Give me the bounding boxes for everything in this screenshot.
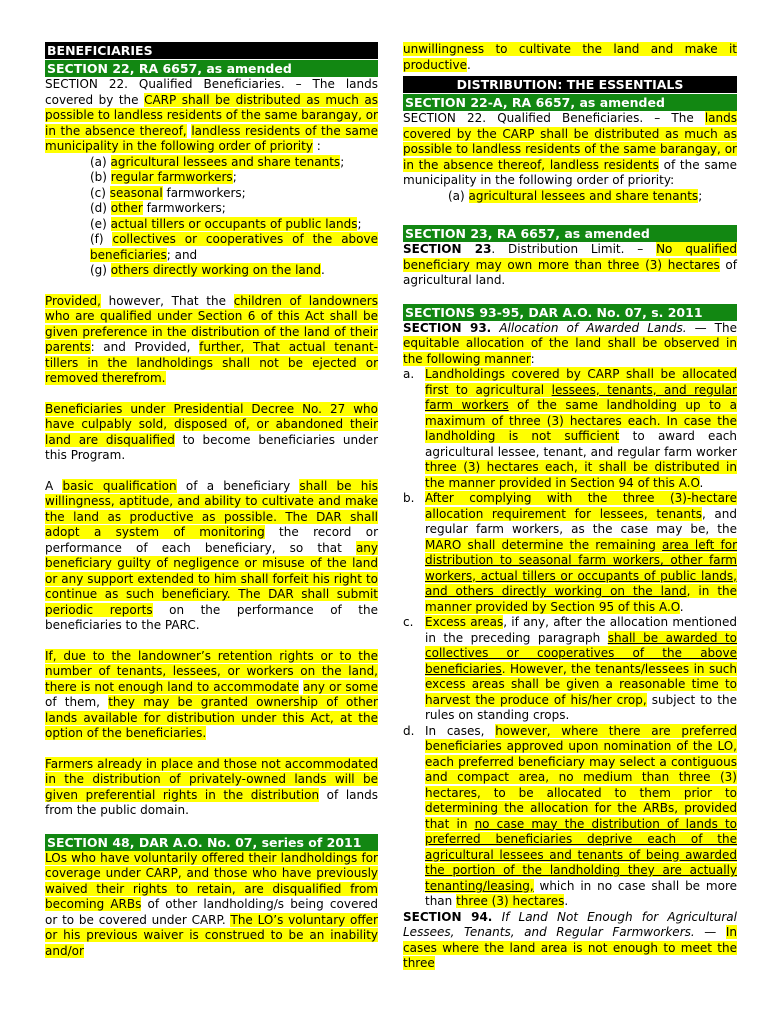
section-header-green: SECTION 48, DAR A.O. No. 07, series of 2011: [45, 834, 378, 851]
text-run: however, That the: [100, 293, 234, 308]
text-run: of a beneficiary: [176, 478, 300, 493]
text-run: .: [679, 599, 684, 614]
paragraph: [45, 402, 378, 464]
highlighted-text: MARO shall determine the remaining: [425, 537, 663, 552]
highlighted-text: Excess areas: [425, 615, 504, 629]
highlighted-text: area left for distribution to seasonal farm workers, other farm workers, actual tillers or occupants of public lands, and others directly working on the land: [425, 537, 738, 598]
text-run: , if any, after the allocation mentioned in the preceding paragraph: [425, 615, 737, 645]
text-run: [492, 910, 501, 924]
paragraph: [403, 242, 737, 289]
text-run: (d): [90, 201, 111, 215]
list-marker: d.: [403, 723, 415, 738]
highlighted-text: shall be his willingness, aptitude, and ability to cultivate and make the land as productive as possible. The DAR shall adopt a system of monitoring: [45, 478, 378, 539]
priority-list-item: [90, 201, 378, 217]
lettered-list-item: [403, 491, 737, 615]
highlighted-text: actual tillers or occupants of public lands: [110, 216, 358, 231]
left-column: [45, 42, 378, 1024]
text-run: , and regular farm workers, as the case may be, the: [425, 506, 737, 536]
highlighted-text: any or some: [302, 679, 378, 694]
text-run: (e): [90, 216, 111, 231]
text-run: Allocation of Awarded Lands.: [499, 320, 687, 335]
priority-list-item: [90, 217, 378, 233]
paragraph: [403, 42, 737, 73]
text-run: SECTION 93.: [403, 320, 492, 335]
highlighted-text: of the same landholding up to a maximum of three (3) hectares each. In case the landholding is not sufficient: [425, 398, 737, 443]
highlighted-text: any beneficiary guilty of negligence or misuse of the land or any support extended to him shall forfeit his right to continue as such beneficiary. The DAR shall submit periodic reports: [45, 540, 378, 617]
highlighted-text: agricultural lessees and share tenants: [110, 154, 341, 169]
priority-list-item: [90, 170, 378, 186]
text-run: of lands from the public domain.: [45, 787, 378, 817]
text-run: of them,: [45, 695, 109, 709]
text-run: (b): [90, 170, 111, 184]
list-item-text: [425, 724, 737, 910]
right-column: [403, 42, 737, 1024]
paragraph: [45, 479, 378, 634]
paragraph: [45, 851, 378, 960]
highlighted-text: Farmers already in place and those not accommodated in the distribution of privately-owned lands will be given preferential rights in the distribution: [45, 756, 378, 802]
highlighted-text: basic qualification: [62, 478, 177, 493]
text-run: (g): [90, 263, 111, 277]
highlighted-text: regular farmworkers: [110, 170, 233, 184]
highlighted-text: collectives or cooperatives of the above beneficiaries: [90, 232, 378, 262]
highlighted-text: further, That actual tenant-tillers in the landholdings shall not be ejected or removed therefrom.: [45, 340, 378, 385]
text-run: of the same municipality in the following order of priority:: [403, 157, 737, 187]
list-item-text: [425, 615, 737, 724]
text-run: :: [530, 351, 535, 366]
text-run: on the performance of the beneficiaries to the PARC.: [45, 602, 378, 632]
highlighted-text: Landholdings covered by CARP shall be allocated first to agricultural: [425, 367, 737, 397]
text-run: If Land Not Enough for Agricultural Lessees, Tenants, and Regular Farmworkers.: [403, 909, 737, 939]
highlighted-text: equitable allocation of the land shall be observed in the following manner: [403, 336, 737, 366]
text-run: the record or performance of each beneficiary, so that: [45, 525, 378, 555]
text-run: . Distribution Limit. –: [491, 242, 657, 256]
section-header-black: DISTRIBUTION: THE ESSENTIALS: [403, 76, 737, 93]
paragraph: [45, 757, 378, 819]
highlighted-text: The LO’s voluntary offer or his previous waiver is construed to be an inability and/or: [45, 912, 378, 958]
text-run: —: [694, 925, 726, 939]
highlighted-text: CARP shall be distributed as much as possible to landless residents of the same barangay, or in the absence thereof,: [45, 92, 379, 138]
paragraph: [45, 294, 378, 387]
list-marker: b.: [403, 491, 415, 505]
text-run: (a): [90, 154, 111, 169]
highlighted-text: three (3) hectares each, it shall be distributed in the manner provided in Section 94 of this A.O: [425, 460, 737, 490]
priority-list-item: [90, 232, 378, 263]
list-item-text: [425, 491, 737, 615]
text-run: (c): [90, 185, 110, 200]
paragraph: [45, 77, 378, 155]
text-run: :: [312, 139, 321, 153]
lettered-list-item: [403, 367, 737, 491]
section-header-green: SECTIONS 93-95, DAR A.O. No. 07, s. 2011: [403, 304, 737, 321]
text-run: SECTION 22. Qualified Beneficiaries. – The lands covered by the: [45, 77, 378, 107]
text-run: In cases,: [425, 723, 496, 738]
highlighted-text: LOs who have voluntarily offered their landholdings for coverage under CARP, and those who have previously waived their rights to retain, are disqualified from becoming ARBs: [45, 850, 378, 911]
section-header-black: BENEFICIARIES: [45, 42, 378, 59]
text-run: (f): [90, 232, 113, 246]
highlighted-text: three (3) hectares: [456, 894, 565, 908]
text-run: to award each agricultural lessee, tenant, and regular farm worker: [425, 429, 737, 459]
text-run: farmworkers;: [162, 185, 246, 200]
text-run: A: [45, 478, 63, 493]
highlighted-text: others directly working on the land: [110, 263, 321, 277]
highlighted-text: children of landowners who are qualified under Section 6 of this Act shall be given preference in the distribution of the land of their parents: [45, 293, 378, 354]
highlighted-text: After complying with the three (3)-hectare allocation requirement for lessees, tenants: [425, 491, 737, 521]
text-run: of agricultural land.: [403, 257, 737, 287]
paragraph: [403, 910, 737, 972]
highlighted-text: however, where there are preferred beneficiaries approved upon nomination of the LO, each preferred beneficiary may select a contiguous and compact area, no medium than three (3) hectares, to be allocated to them prior to determining the allocation for the ARBs, provided that in: [425, 723, 737, 831]
text-run: ;: [357, 216, 362, 231]
highlighted-text: Provided,: [45, 293, 101, 308]
lettered-list-item: [403, 724, 737, 910]
highlighted-text: Beneficiaries under Presidential Decree No. 27 who have culpably sold, disposed of, or abandoned their land are disqualified: [45, 401, 378, 447]
text-run: ;: [698, 188, 703, 203]
text-run: : and Provided,: [90, 340, 200, 354]
text-run: .: [466, 57, 471, 72]
text-run: .: [320, 263, 325, 277]
priority-list-item: [90, 155, 378, 171]
list-marker: a.: [403, 367, 415, 381]
list-item-text: [425, 367, 737, 491]
text-run: .: [564, 894, 569, 908]
lettered-list-item: [403, 615, 737, 724]
text-run: SECTION 94.: [403, 909, 493, 924]
text-run: farmworkers;: [142, 201, 226, 215]
paragraph: [403, 111, 737, 189]
section-header-green: SECTION 22, RA 6657, as amended: [45, 60, 378, 77]
highlighted-text: lessees, tenants, and regular farm workers: [425, 382, 737, 412]
text-run: SECTION 23: [403, 242, 492, 256]
section-header-green: SECTION 22-A, RA 6657, as amended: [403, 94, 737, 111]
text-run: which in no case shall be more than: [425, 878, 737, 908]
paragraph: [45, 649, 378, 742]
highlighted-text: agricultural lessees and share tenants: [468, 188, 699, 203]
text-run: (a): [448, 188, 469, 203]
text-run: of other landholding/s being covered or to be covered under CARP.: [45, 897, 378, 927]
text-run: subject to the rules on standing crops.: [425, 692, 737, 722]
paragraph: [403, 321, 737, 368]
text-run: to become beneficiaries under this Program.: [45, 432, 378, 462]
text-run: — The: [686, 320, 737, 335]
highlighted-text: shall be awarded to collectives or cooperatives of the above beneficiaries: [425, 630, 737, 676]
text-run: .: [699, 475, 704, 490]
priority-list-item: [448, 189, 737, 205]
highlighted-text: other: [110, 201, 143, 215]
highlighted-text: If, due to the landowner’s retention rights or to the number of tenants, lessees, or workers on the land, there is not enough land to accommodate: [45, 648, 378, 694]
highlighted-text: , in the manner provided by Section 95 of this A.O: [425, 584, 738, 614]
highlighted-text: unwillingness to cultivate the land and make it productive: [403, 42, 737, 72]
highlighted-text: they may be granted ownership of other lands available for distribution under this Act, at the option of the beneficiaries.: [45, 695, 378, 740]
text-run: ;: [232, 170, 237, 184]
text-run: ;: [340, 154, 345, 169]
text-run: SECTION 22. Qualified Beneficiaries. – The: [403, 111, 705, 125]
text-run: ; and: [166, 247, 198, 262]
highlighted-text: In cases where the land area is not enough to meet the three: [403, 925, 737, 970]
highlighted-text: . However, the tenants/lessees in such excess areas shall be given a reasonable time to harvest the produce of his/her crop,: [425, 661, 737, 707]
highlighted-text: lands covered by the CARP shall be distributed as much as possible to landless residents of the same barangay, or in the absence thereof, landless residents: [403, 111, 737, 172]
highlighted-text: No qualified beneficiary may own more than three (3) hectares: [403, 242, 737, 272]
priority-list-item: [90, 263, 378, 279]
highlighted-text: seasonal: [109, 185, 163, 200]
highlighted-text: landless residents of the same municipality in the following order of priority: [45, 123, 378, 153]
priority-list-item: [90, 186, 378, 202]
list-marker: c.: [403, 615, 414, 629]
section-header-green: SECTION 23, RA 6657, as amended: [403, 225, 737, 242]
highlighted-text: no case may the distribution of lands to preferred beneficiaries deprive each of the agricultural lessees and tenants of being awarded the portion of the landholding they are actually tenanting/leasing,: [425, 816, 738, 893]
